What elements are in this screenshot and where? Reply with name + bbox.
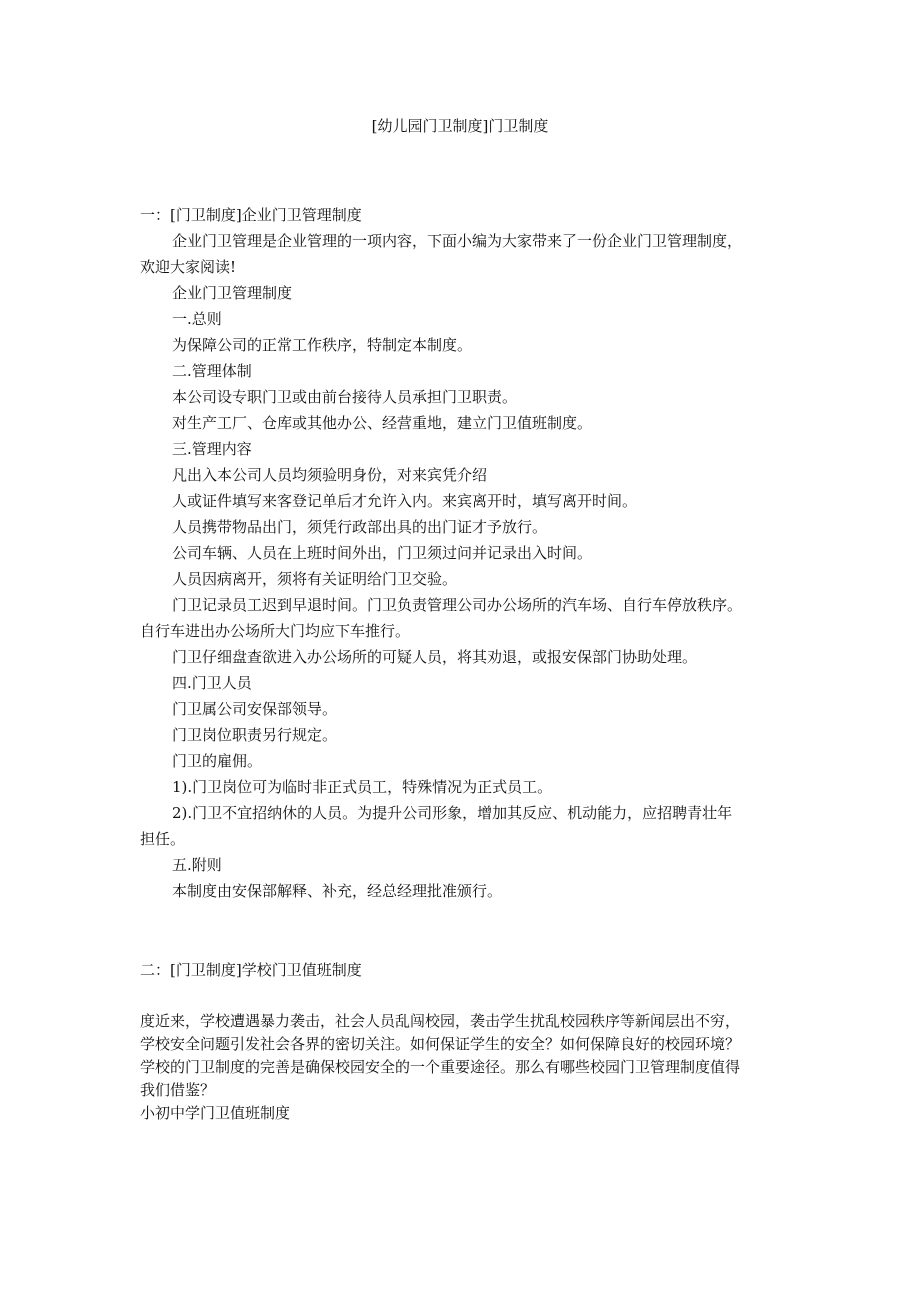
- section-1-line: 自行车进出办公场所大门均应下车推行。: [140, 622, 411, 640]
- section-1-line: 对生产工厂、仓库或其他办公、经营重地，建立门卫值班制度。: [172, 414, 593, 432]
- section-1-line: 本公司设专职门卫或由前台接待人员承担门卫职责。: [172, 388, 518, 406]
- section-1-line: 2).门卫不宜招纳休的人员。为提升公司形象，增加其反应、机动能力，应招聘青壮年: [172, 804, 733, 822]
- section-1-line: 门卫的雇佣。: [172, 752, 263, 770]
- section-1-line: 欢迎大家阅读!: [140, 258, 237, 276]
- section-1-line: 门卫岗位职责另行规定。: [172, 726, 338, 744]
- section-1-line: 为保障公司的正常工作秩序，特制定本制度。: [172, 336, 473, 354]
- section-2-line: 学校安全问题引发社会各界的密切关注。如何保证学生的安全？如何保障良好的校园环境？: [140, 1035, 741, 1053]
- section-1-line: 人员因病离开，须将有关证明给门卫交验。: [172, 570, 458, 588]
- section-1-line: 1).门卫岗位可为临时非正式员工，特殊情况为正式员工。: [172, 778, 553, 796]
- section-1-line: 人员携带物品出门，须凭行政部出具的出门证才予放行。: [172, 518, 548, 536]
- section-1-line: 企业门卫管理是企业管理的一项内容，下面小编为大家带来了一份企业门卫管理制度，: [172, 232, 743, 250]
- section-1-heading: 一：[门卫制度]企业门卫管理制度: [140, 206, 362, 224]
- section-1-line: 担任。: [140, 830, 186, 848]
- section-1-line: 二.管理体制: [172, 362, 252, 380]
- section-1-line: 企业门卫管理制度: [172, 284, 293, 302]
- section-1-line: 门卫记录员工迟到早退时间。门卫负责管理公司办公场所的汽车场、自行车停放秩序。: [172, 596, 743, 614]
- section-1-line: 本制度由安保部解释、补充，经总经理批准颁行。: [172, 882, 503, 900]
- section-1-body: [140, 228, 792, 904]
- section-2-line: 我们借鉴？: [140, 1081, 216, 1099]
- section-1-line: 三.管理内容: [172, 440, 252, 458]
- section-2-heading: 二：[门卫制度]学校门卫值班制度: [140, 961, 362, 979]
- section-2-line: 学校的门卫制度的完善是确保校园安全的一个重要途径。那么有哪些校园门卫管理制度值得: [140, 1058, 741, 1076]
- section-1-line: 五.附则: [172, 856, 222, 874]
- section-1-line: 一.总则: [172, 310, 222, 328]
- section-1-line: 凡出入本公司人员均须验明身份，对来宾凭介绍: [172, 466, 488, 484]
- section-2-line: 度近来，学校遭遇暴力袭击，社会人员乱闯校园，袭击学生扰乱校园秩序等新闻层出不穷，: [140, 1012, 741, 1030]
- section-1-line: 门卫属公司安保部领导。: [172, 700, 338, 718]
- section-1-line: 公司车辆、人员在上班时间外出，门卫须过问并记录出入时间。: [172, 544, 593, 562]
- section-2-body: [140, 1010, 800, 1125]
- document-title: [幼儿园门卫制度]门卫制度: [371, 117, 549, 135]
- section-1-line: 门卫仔细盘查欲进入办公场所的可疑人员，将其劝退，或报安保部门协助处理。: [172, 648, 698, 666]
- section-1-line: 四.门卫人员: [172, 674, 252, 692]
- section-1-line: 人或证件填写来客登记单后才允许入内。来宾离开时，填写离开时间。: [172, 492, 638, 510]
- section-2-line: 小初中学门卫值班制度: [140, 1104, 291, 1122]
